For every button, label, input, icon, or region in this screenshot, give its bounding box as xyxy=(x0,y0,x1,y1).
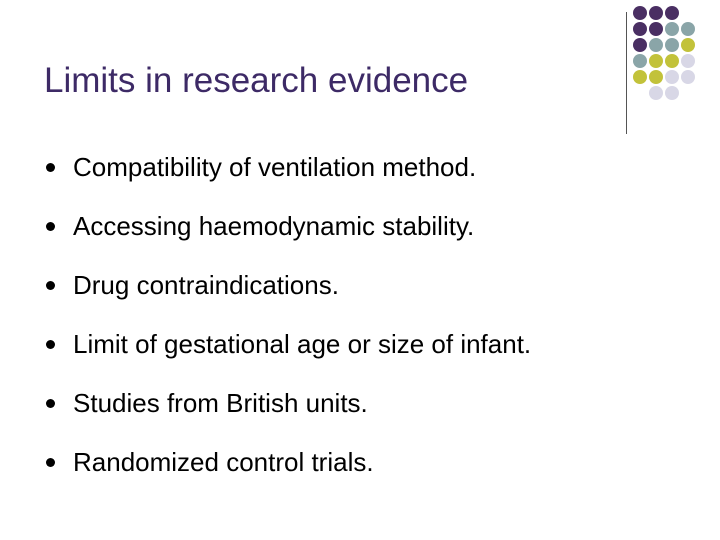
decorative-dot-purple xyxy=(633,38,647,52)
decorative-dot-purple xyxy=(649,6,663,20)
decorative-dot-teal xyxy=(633,54,647,68)
bullet-text: Studies from British units. xyxy=(73,388,368,418)
bullet-item xyxy=(44,433,684,492)
decorative-dot-olive xyxy=(681,38,695,52)
bullet-dot-icon xyxy=(46,281,55,290)
bullet-text: Compatibility of ventilation method. xyxy=(73,152,477,182)
decorative-dot-lavender xyxy=(681,70,695,84)
bullet-dot-icon xyxy=(46,222,55,231)
bullet-item xyxy=(44,315,684,374)
decorative-dot-lavender xyxy=(665,86,679,100)
bullet-item xyxy=(44,256,684,315)
decorative-dot-grid xyxy=(0,0,720,140)
bullet-dot-icon xyxy=(46,340,55,349)
bullet-item xyxy=(44,197,684,256)
bullet-list xyxy=(44,138,684,492)
bullet-text: Randomized control trials. xyxy=(73,447,374,477)
decorative-dot-purple xyxy=(633,6,647,20)
bullet-item xyxy=(44,138,684,197)
decorative-dot-teal xyxy=(665,38,679,52)
bullet-item xyxy=(44,374,684,433)
bullet-dot-icon xyxy=(46,399,55,408)
bullet-text: Accessing haemodynamic stability. xyxy=(73,211,475,241)
bullet-text: Drug contraindications. xyxy=(73,270,339,300)
decorative-dot-lavender xyxy=(681,54,695,68)
bullet-text: Limit of gestational age or size of infant. xyxy=(73,329,532,359)
decorative-dot-teal xyxy=(665,22,679,36)
decorative-dot-teal xyxy=(681,22,695,36)
decorative-dot-lavender xyxy=(665,70,679,84)
decorative-dot-olive xyxy=(649,54,663,68)
decorative-dot-lavender xyxy=(649,86,663,100)
bullet-dot-icon xyxy=(46,458,55,467)
slide-title: Limits in research evidence xyxy=(44,61,469,100)
decorative-dot-purple xyxy=(665,6,679,20)
decorative-dot-purple xyxy=(633,22,647,36)
decorative-dot-teal xyxy=(649,38,663,52)
decorative-dot-purple xyxy=(649,22,663,36)
decorative-dot-olive xyxy=(649,70,663,84)
decorative-dot-olive xyxy=(633,70,647,84)
decorative-dot-olive xyxy=(665,54,679,68)
bullet-dot-icon xyxy=(46,163,55,172)
